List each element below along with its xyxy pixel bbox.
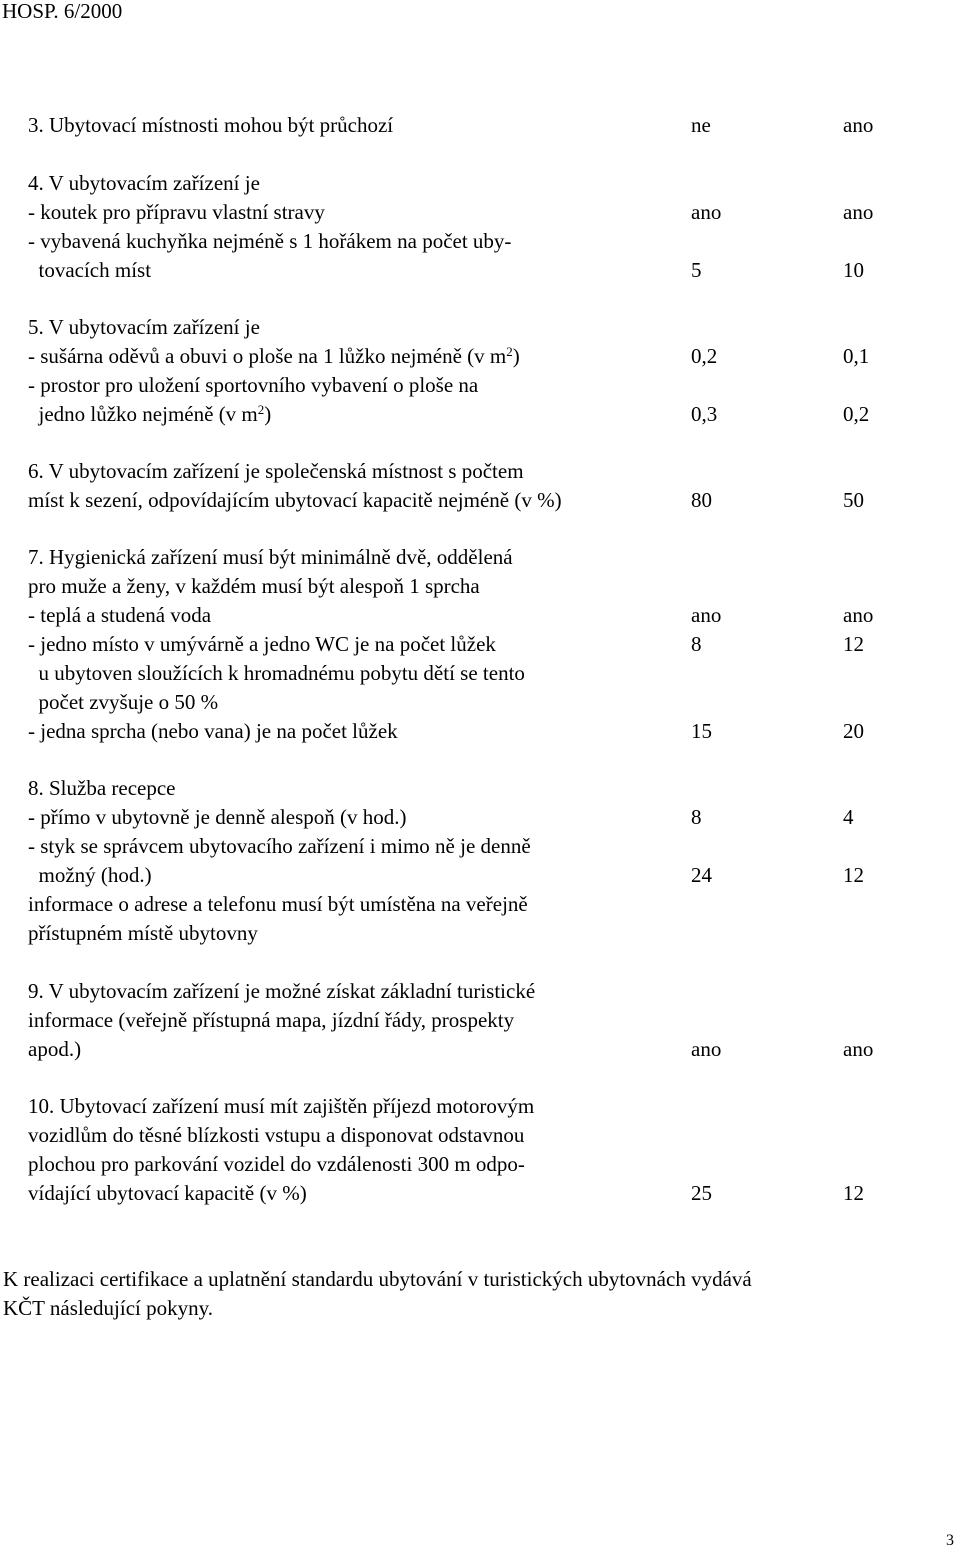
requirement-text — [28, 1092, 534, 1121]
value-column-1: 0,3 — [691, 402, 718, 426]
requirement-text — [28, 601, 211, 630]
document-header: HOSP. 6/2000 — [2, 0, 123, 23]
requirement-text — [28, 774, 176, 803]
value-column-2: ano — [843, 1037, 874, 1061]
requirement-line — [0, 198, 960, 227]
requirement-text — [28, 486, 562, 515]
requirement-text-main: informace o adrese a telefonu musí být umístěna na veřejně — [28, 892, 528, 916]
value-column-1: 15 — [691, 719, 712, 743]
value-column-2: 0,1 — [843, 344, 870, 368]
requirement-text — [28, 832, 531, 861]
requirement-line — [0, 486, 960, 515]
requirement-line — [0, 688, 960, 717]
requirement-line — [0, 832, 960, 861]
requirement-line — [0, 919, 960, 948]
requirement-text-main: - sušárna oděvů a obuvi o ploše na 1 lůžko nejméně (v m — [28, 344, 507, 368]
value-column-1: ano — [691, 1037, 722, 1061]
requirement-line — [0, 890, 960, 919]
requirement-text-main: - teplá a studená voda — [28, 603, 212, 627]
requirement-text-main: 9. V ubytovacím zařízení je možné získat základní turistické — [28, 979, 536, 1003]
requirement-text-main: 7. Hygienická zařízení musí být minimálně dvě, oddělená — [28, 545, 513, 569]
requirement-text — [28, 371, 478, 400]
requirement-text — [28, 1150, 525, 1179]
requirement-text-main: 4. V ubytovacím zařízení je — [28, 171, 260, 195]
value-column-1: 0,2 — [691, 344, 718, 368]
superscript-exponent: 2 — [257, 402, 265, 417]
requirement-line — [0, 111, 960, 140]
requirement-text — [28, 572, 480, 601]
requirement-text — [28, 688, 218, 717]
requirement-text-main: možný (hod.) — [28, 863, 152, 887]
value-column-1: 24 — [691, 863, 712, 887]
requirement-line — [0, 457, 960, 486]
requirement-text — [28, 1035, 81, 1064]
value-column-2: 10 — [843, 258, 864, 282]
requirement-text-main: - jedna sprcha (nebo vana) je na počet lůžek — [28, 719, 398, 743]
requirement-text — [28, 227, 511, 256]
requirement-text — [28, 111, 393, 140]
requirement-text-main: - přímo v ubytovně je denně alespoň (v hod.) — [28, 805, 407, 829]
requirement-text — [28, 457, 524, 486]
value-column-1: 80 — [691, 488, 712, 512]
value-column-1: 25 — [691, 1181, 712, 1205]
requirement-line — [0, 1035, 960, 1064]
requirement-text — [28, 890, 528, 919]
page-number: 3 — [946, 1532, 954, 1549]
requirement-text-main: - koutek pro přípravu vlastní stravy — [28, 200, 325, 224]
requirement-line — [0, 400, 960, 429]
value-column-2: ano — [843, 113, 874, 137]
value-column-2: 12 — [843, 1181, 864, 1205]
requirement-text-main: - vybavená kuchyňka nejméně s 1 hořákem na počet uby- — [28, 229, 512, 253]
requirement-text — [28, 256, 151, 285]
value-column-2: 12 — [843, 632, 864, 656]
requirement-text — [28, 977, 535, 1006]
requirement-line — [0, 256, 960, 285]
requirement-text-main: tovacích míst — [28, 258, 152, 282]
requirement-text-main: - prostor pro uložení sportovního vybavení o ploše na — [28, 373, 479, 397]
requirement-text-main: 5. V ubytovacím zařízení je — [28, 315, 260, 339]
superscript-exponent: 2 — [506, 344, 513, 359]
requirement-line — [0, 774, 960, 803]
value-column-1: ano — [691, 200, 722, 224]
requirement-text — [28, 342, 520, 371]
requirement-line — [0, 861, 960, 890]
requirement-text — [28, 543, 513, 572]
value-column-2: ano — [843, 200, 874, 224]
value-column-1: 5 — [691, 258, 702, 282]
requirement-text — [28, 1121, 524, 1150]
requirement-text-main: 8. Služba recepce — [28, 776, 176, 800]
requirement-text — [28, 169, 260, 198]
closing-paragraph-line: KČT následující pokyny. — [3, 1296, 213, 1320]
requirement-line — [0, 803, 960, 832]
requirement-text-main: pro muže a ženy, v každém musí být alespoň 1 sprcha — [28, 574, 480, 598]
value-column-2: 20 — [843, 719, 864, 743]
requirement-text-main: počet zvyšuje o 50 % — [28, 690, 219, 714]
value-column-1: 8 — [691, 632, 702, 656]
requirement-line — [0, 342, 960, 371]
requirement-line — [0, 717, 960, 746]
requirement-text-main: přístupném místě ubytovny — [28, 921, 258, 945]
requirement-text-main: 10. Ubytovací zařízení musí mít zajištěn příjezd motorovým — [28, 1094, 535, 1118]
closing-paragraph-line: K realizaci certifikace a uplatnění standardu ubytování v turistických ubytovnách vydává — [3, 1267, 752, 1291]
requirement-line — [0, 630, 960, 659]
requirement-line — [0, 169, 960, 198]
value-column-2: 12 — [843, 863, 864, 887]
requirement-line — [0, 659, 960, 688]
requirement-text-main: vozidlům do těsné blízkosti vstupu a disponovat odstavnou — [28, 1123, 525, 1147]
requirement-line — [0, 601, 960, 630]
requirement-text — [28, 400, 271, 429]
requirement-line — [0, 977, 960, 1006]
value-column-2: 0,2 — [843, 402, 870, 426]
value-column-1: 8 — [691, 805, 702, 829]
requirement-text-main: 3. Ubytovací místnosti mohou být průchozí — [28, 113, 394, 137]
requirement-text — [28, 861, 152, 890]
requirement-text — [28, 313, 260, 342]
requirement-text-main: 6. V ubytovacím zařízení je společenská místnost s počtem — [28, 459, 524, 483]
requirement-line — [0, 313, 960, 342]
requirement-line — [0, 1121, 960, 1150]
requirement-line — [0, 572, 960, 601]
value-column-2: 4 — [843, 805, 854, 829]
requirement-text — [28, 659, 525, 688]
requirement-text-main: - styk se správcem ubytovacího zařízení i mimo ně je denně — [28, 834, 531, 858]
value-column-1: ne — [691, 113, 711, 137]
requirement-line — [0, 371, 960, 400]
requirement-line — [0, 1179, 960, 1208]
requirement-text — [28, 717, 398, 746]
value-column-2: 50 — [843, 488, 864, 512]
requirement-text-main: informace (veřejně přístupná mapa, jízdní řády, prospekty — [28, 1008, 515, 1032]
requirement-text-tail: ) — [512, 344, 520, 368]
requirement-text-main: - jedno místo v umývárně a jedno WC je na počet lůžek — [28, 632, 496, 656]
requirement-line — [0, 1006, 960, 1035]
requirement-text-main: apod.) — [28, 1037, 82, 1061]
requirement-text-main: vídající ubytovací kapacitě (v %) — [28, 1181, 307, 1205]
value-column-2: ano — [843, 603, 874, 627]
requirement-text — [28, 198, 325, 227]
requirement-text-tail: ) — [264, 402, 272, 426]
requirement-line — [0, 227, 960, 256]
requirement-line — [0, 1092, 960, 1121]
requirement-text-main: u ubytoven sloužících k hromadnému pobytu dětí se tento — [28, 661, 525, 685]
requirement-text — [28, 803, 407, 832]
value-column-1: ano — [691, 603, 722, 627]
requirement-text — [28, 1006, 514, 1035]
requirement-text — [28, 630, 496, 659]
requirement-text-main: míst k sezení, odpovídajícím ubytovací kapacitě nejméně (v %) — [28, 488, 562, 512]
requirement-text — [28, 1179, 307, 1208]
requirement-line — [0, 543, 960, 572]
requirement-text-main: plochou pro parkování vozidel do vzdálenosti 300 m odpo- — [28, 1152, 525, 1176]
requirement-line — [0, 1150, 960, 1179]
requirement-text-main: jedno lůžko nejméně (v m — [28, 402, 258, 426]
requirement-text — [28, 919, 258, 948]
